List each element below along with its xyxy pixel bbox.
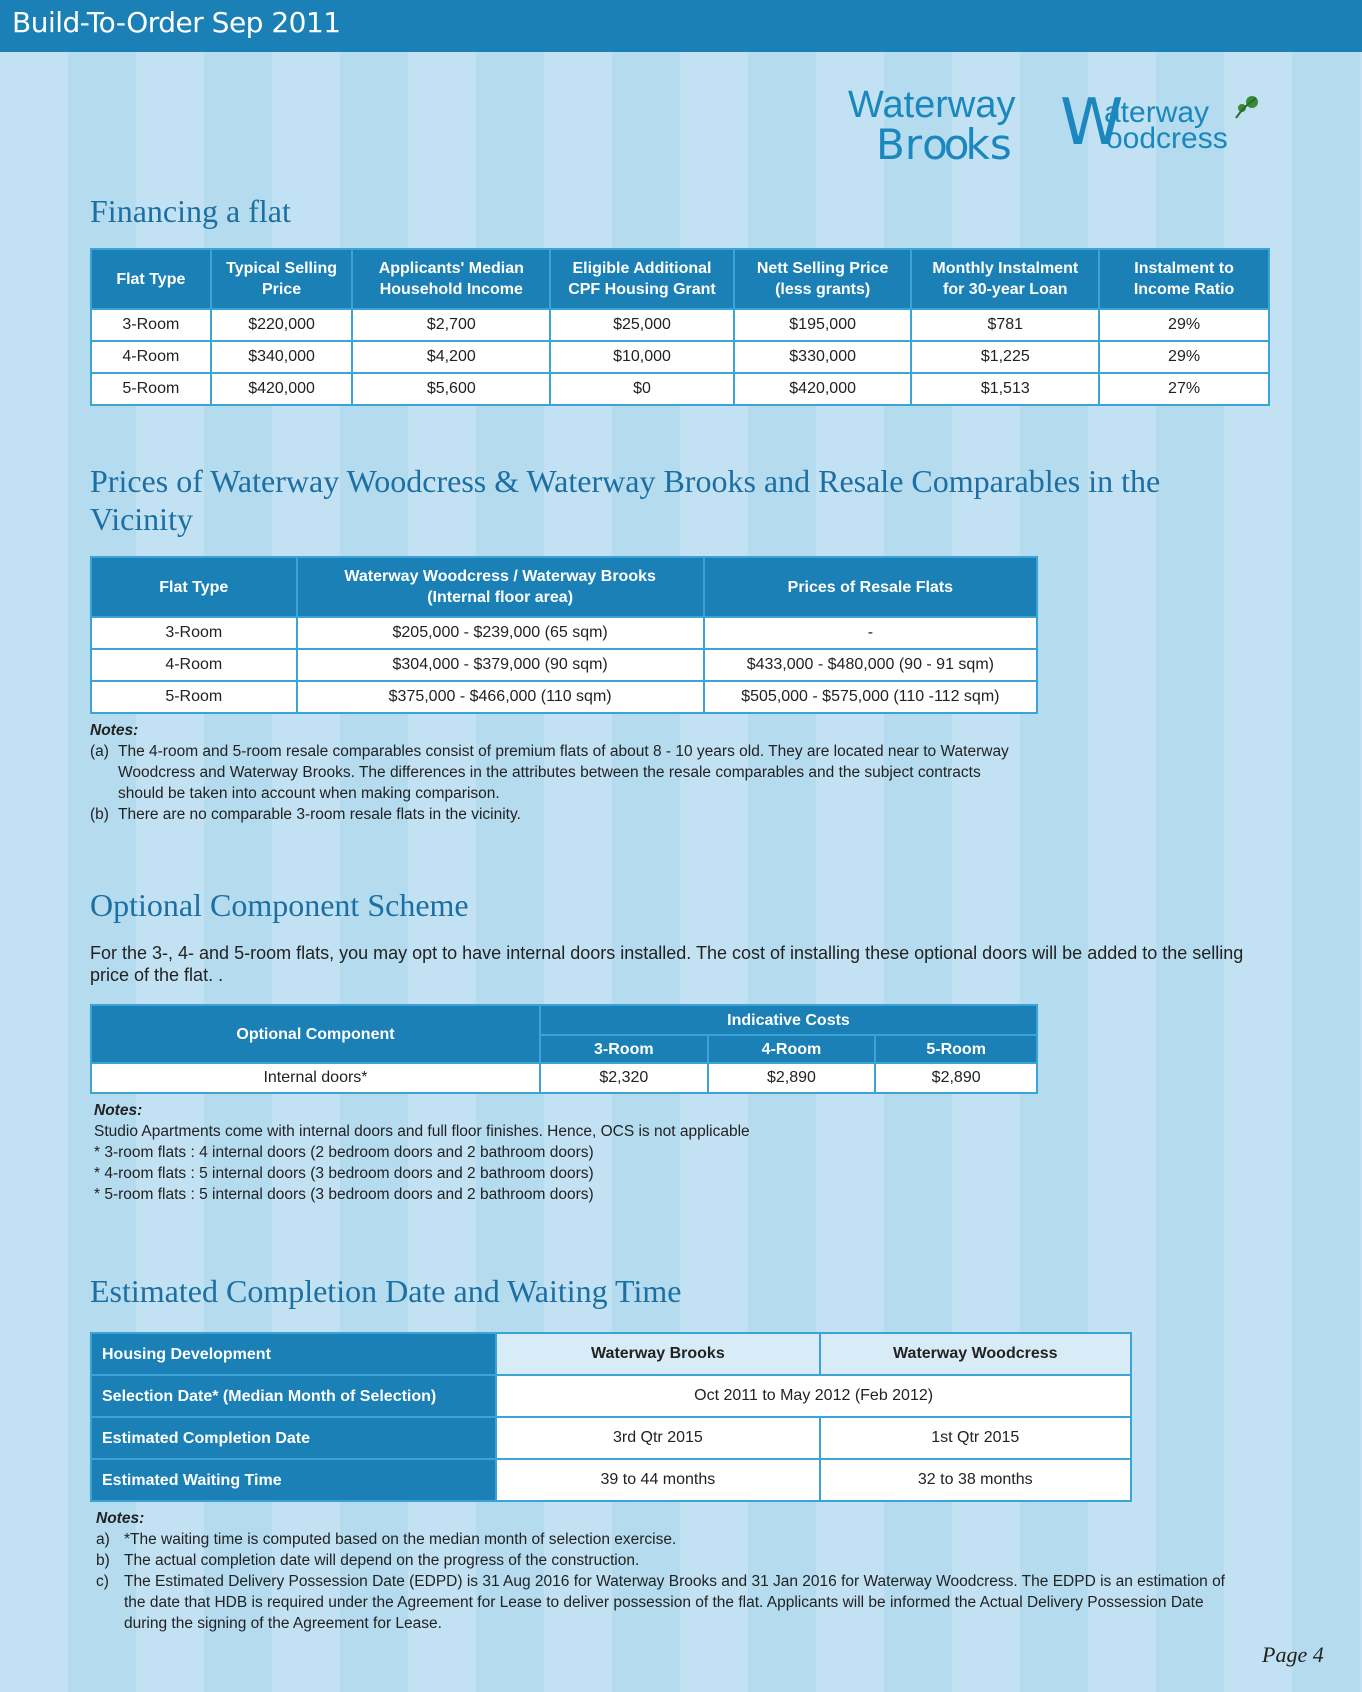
table-row bbox=[91, 681, 1037, 713]
table-cell: 1st Qtr 2015 bbox=[820, 1417, 1131, 1459]
table-cell: Oct 2011 to May 2012 (Feb 2012) bbox=[496, 1375, 1131, 1417]
prices-col-flat-type: Flat Type bbox=[91, 557, 297, 617]
row-label-selection: Selection Date* (Median Month of Selection) bbox=[91, 1375, 496, 1417]
table-cell: 3-Room bbox=[91, 617, 297, 649]
table-cell: $2,320 bbox=[540, 1063, 708, 1093]
table-cell: 5-Room bbox=[91, 373, 211, 405]
ocs-heading: Optional Component Scheme bbox=[90, 887, 469, 923]
table-cell: 32 to 38 months bbox=[820, 1459, 1131, 1501]
prices-notes bbox=[90, 720, 1030, 825]
ocs-col-5room: 5-Room bbox=[875, 1035, 1037, 1063]
table-row bbox=[91, 373, 1269, 405]
ocs-col-component: Optional Component bbox=[91, 1005, 540, 1063]
ocs-col-3room: 3-Room bbox=[540, 1035, 708, 1063]
note-item: a) *The waiting time is computed based on the median month of selection exercise. bbox=[96, 1531, 677, 1548]
table-cell: 3rd Qtr 2015 bbox=[496, 1417, 819, 1459]
table-row bbox=[91, 649, 1037, 681]
ripple-icon: oo bbox=[922, 120, 966, 169]
ocs-header-row bbox=[91, 1005, 1037, 1035]
table-cell: $505,000 - $575,000 (110 -112 sqm) bbox=[704, 681, 1037, 713]
financing-header-row bbox=[91, 249, 1269, 309]
table-cell: 4-Room bbox=[91, 341, 211, 373]
financing-col-median-income: Applicants' Median Household Income bbox=[352, 249, 550, 309]
table-cell: $304,000 - $379,000 (90 sqm) bbox=[297, 649, 704, 681]
prices-heading-line1: Prices of Waterway Woodcress & Waterway Brooks and Resale Comparables in the bbox=[90, 463, 1161, 499]
table-cell: $220,000 bbox=[211, 309, 353, 341]
prices-header-row bbox=[91, 557, 1037, 617]
table-cell: $1,513 bbox=[911, 373, 1099, 405]
table-cell: 27% bbox=[1099, 373, 1269, 405]
row-label-completion: Estimated Completion Date bbox=[91, 1417, 496, 1459]
table-cell: $420,000 bbox=[211, 373, 353, 405]
ocs-intro: For the 3-, 4- and 5-room flats, you may opt to have internal doors installed. The cost of installing these optional doors will be added to the selling price of the flat. . bbox=[90, 943, 1244, 985]
table-cell: $375,000 - $466,000 (110 sqm) bbox=[297, 681, 704, 713]
prices-heading bbox=[90, 462, 1290, 538]
table-cell: $2,700 bbox=[352, 309, 550, 341]
note-item: * 3-room flats : 4 internal doors (2 bedroom doors and 2 bathroom doors) bbox=[94, 1144, 594, 1161]
page-number: Page 4 bbox=[1262, 1642, 1324, 1667]
table-cell: 3-Room bbox=[91, 309, 211, 341]
note-item: b) The actual completion date will depend on the progress of the construction. bbox=[96, 1552, 640, 1569]
financing-col-ratio: Instalment to Income Ratio bbox=[1099, 249, 1269, 309]
brooks-logo-line1: Waterway bbox=[848, 84, 1016, 126]
table-cell: 29% bbox=[1099, 309, 1269, 341]
notes-label: Notes: bbox=[96, 1510, 145, 1527]
financing-col-flat-type: Flat Type bbox=[91, 249, 211, 309]
row-label-housing: Housing Development bbox=[91, 1333, 496, 1375]
completion-heading: Estimated Completion Date and Waiting Time bbox=[90, 1273, 682, 1309]
financing-col-cpf-grant: Eligible Additional CPF Housing Grant bbox=[550, 249, 734, 309]
table-cell: $5,600 bbox=[352, 373, 550, 405]
note-item: * 4-room flats : 5 internal doors (3 bedroom doors and 2 bathroom doors) bbox=[94, 1165, 594, 1182]
table-cell: $781 bbox=[911, 309, 1099, 341]
financing-table bbox=[90, 248, 1270, 406]
table-cell: 4-Room bbox=[91, 649, 297, 681]
table-cell: Internal doors* bbox=[91, 1063, 540, 1093]
ocs-col-costs: Indicative Costs bbox=[540, 1005, 1037, 1035]
note-item: (b) There are no comparable 3-room resale flats in the vicinity. bbox=[90, 806, 521, 823]
note-item: (a) The 4-room and 5-room resale comparables consist of premium flats of about 8 - 10 years old. They are located near to Waterway Woodcress and Waterway Brooks. The differences in the attributes between the resale comparables and the subject contracts should be taken into account when making comparison. bbox=[90, 743, 1009, 802]
prices-heading-line2: Vicinity bbox=[90, 501, 193, 537]
woodcress-logo-line1: aterway bbox=[1104, 96, 1210, 129]
table-cell: - bbox=[704, 617, 1037, 649]
completion-notes bbox=[96, 1508, 1236, 1634]
table-cell: Waterway Brooks bbox=[496, 1333, 819, 1375]
table-row bbox=[91, 1417, 1131, 1459]
prices-col-bto: Waterway Woodcress / Waterway Brooks (Internal floor area) bbox=[297, 557, 704, 617]
table-row bbox=[91, 617, 1037, 649]
table-cell: $340,000 bbox=[211, 341, 353, 373]
woodcress-logo-w: W bbox=[1060, 86, 1124, 160]
ocs-notes bbox=[94, 1100, 994, 1205]
table-cell: $1,225 bbox=[911, 341, 1099, 373]
brooks-logo-line2: Brooks bbox=[876, 120, 1012, 169]
financing-col-selling-price: Typical Selling Price bbox=[211, 249, 353, 309]
ocs-table bbox=[90, 1004, 1038, 1094]
notes-label: Notes: bbox=[90, 722, 139, 739]
row-label-waiting: Estimated Waiting Time bbox=[91, 1459, 496, 1501]
table-row bbox=[91, 1063, 1037, 1093]
waterway-woodcress-logo bbox=[1060, 86, 1280, 162]
prices-table bbox=[90, 556, 1038, 714]
table-cell: $330,000 bbox=[734, 341, 912, 373]
table-cell: $4,200 bbox=[352, 341, 550, 373]
notes-label: Notes: bbox=[94, 1102, 143, 1119]
financing-col-nett-price: Nett Selling Price (less grants) bbox=[734, 249, 912, 309]
table-row bbox=[91, 341, 1269, 373]
table-row bbox=[91, 1375, 1131, 1417]
table-cell: $433,000 - $480,000 (90 - 91 sqm) bbox=[704, 649, 1037, 681]
table-cell: $0 bbox=[550, 373, 734, 405]
note-item: c) The Estimated Delivery Possession Date (EDPD) is 31 Aug 2016 for Waterway Brooks and 31 Jan 2016 for Waterway Woodcress. The EDPD is an estimation of the date that HDB is required under the Agreement for Lease to deliver possession of the flat. Applicants will be informed the Actual Delivery Possession Date during the signing of the Agreement for Lease. bbox=[96, 1573, 1225, 1632]
table-cell: 39 to 44 months bbox=[496, 1459, 819, 1501]
financing-col-monthly-instalment: Monthly Instalment for 30-year Loan bbox=[911, 249, 1099, 309]
table-cell: $195,000 bbox=[734, 309, 912, 341]
table-cell: $205,000 - $239,000 (65 sqm) bbox=[297, 617, 704, 649]
table-cell: 5-Room bbox=[91, 681, 297, 713]
table-cell: $2,890 bbox=[875, 1063, 1037, 1093]
table-cell: Waterway Woodcress bbox=[820, 1333, 1131, 1375]
table-cell: 29% bbox=[1099, 341, 1269, 373]
table-row bbox=[91, 1333, 1131, 1375]
woodcress-logo-line2: oodcress bbox=[1106, 122, 1228, 155]
header-bar bbox=[0, 0, 1362, 52]
ocs-col-4room: 4-Room bbox=[708, 1035, 876, 1063]
table-cell: $2,890 bbox=[708, 1063, 876, 1093]
table-row bbox=[91, 309, 1269, 341]
leaf-icon bbox=[1232, 94, 1260, 120]
note-item: Studio Apartments come with internal doors and full floor finishes. Hence, OCS is not applicable bbox=[94, 1123, 750, 1140]
table-cell: $10,000 bbox=[550, 341, 734, 373]
note-item: * 5-room flats : 5 internal doors (3 bedroom doors and 2 bathroom doors) bbox=[94, 1186, 594, 1203]
prices-col-resale: Prices of Resale Flats bbox=[704, 557, 1037, 617]
table-cell: $420,000 bbox=[734, 373, 912, 405]
table-cell: $25,000 bbox=[550, 309, 734, 341]
document-title: Build-To-Order Sep 2011 bbox=[12, 6, 341, 39]
table-row bbox=[91, 1459, 1131, 1501]
completion-table bbox=[90, 1332, 1132, 1502]
financing-heading: Financing a flat bbox=[90, 193, 291, 229]
waterway-brooks-logo bbox=[848, 84, 1038, 168]
